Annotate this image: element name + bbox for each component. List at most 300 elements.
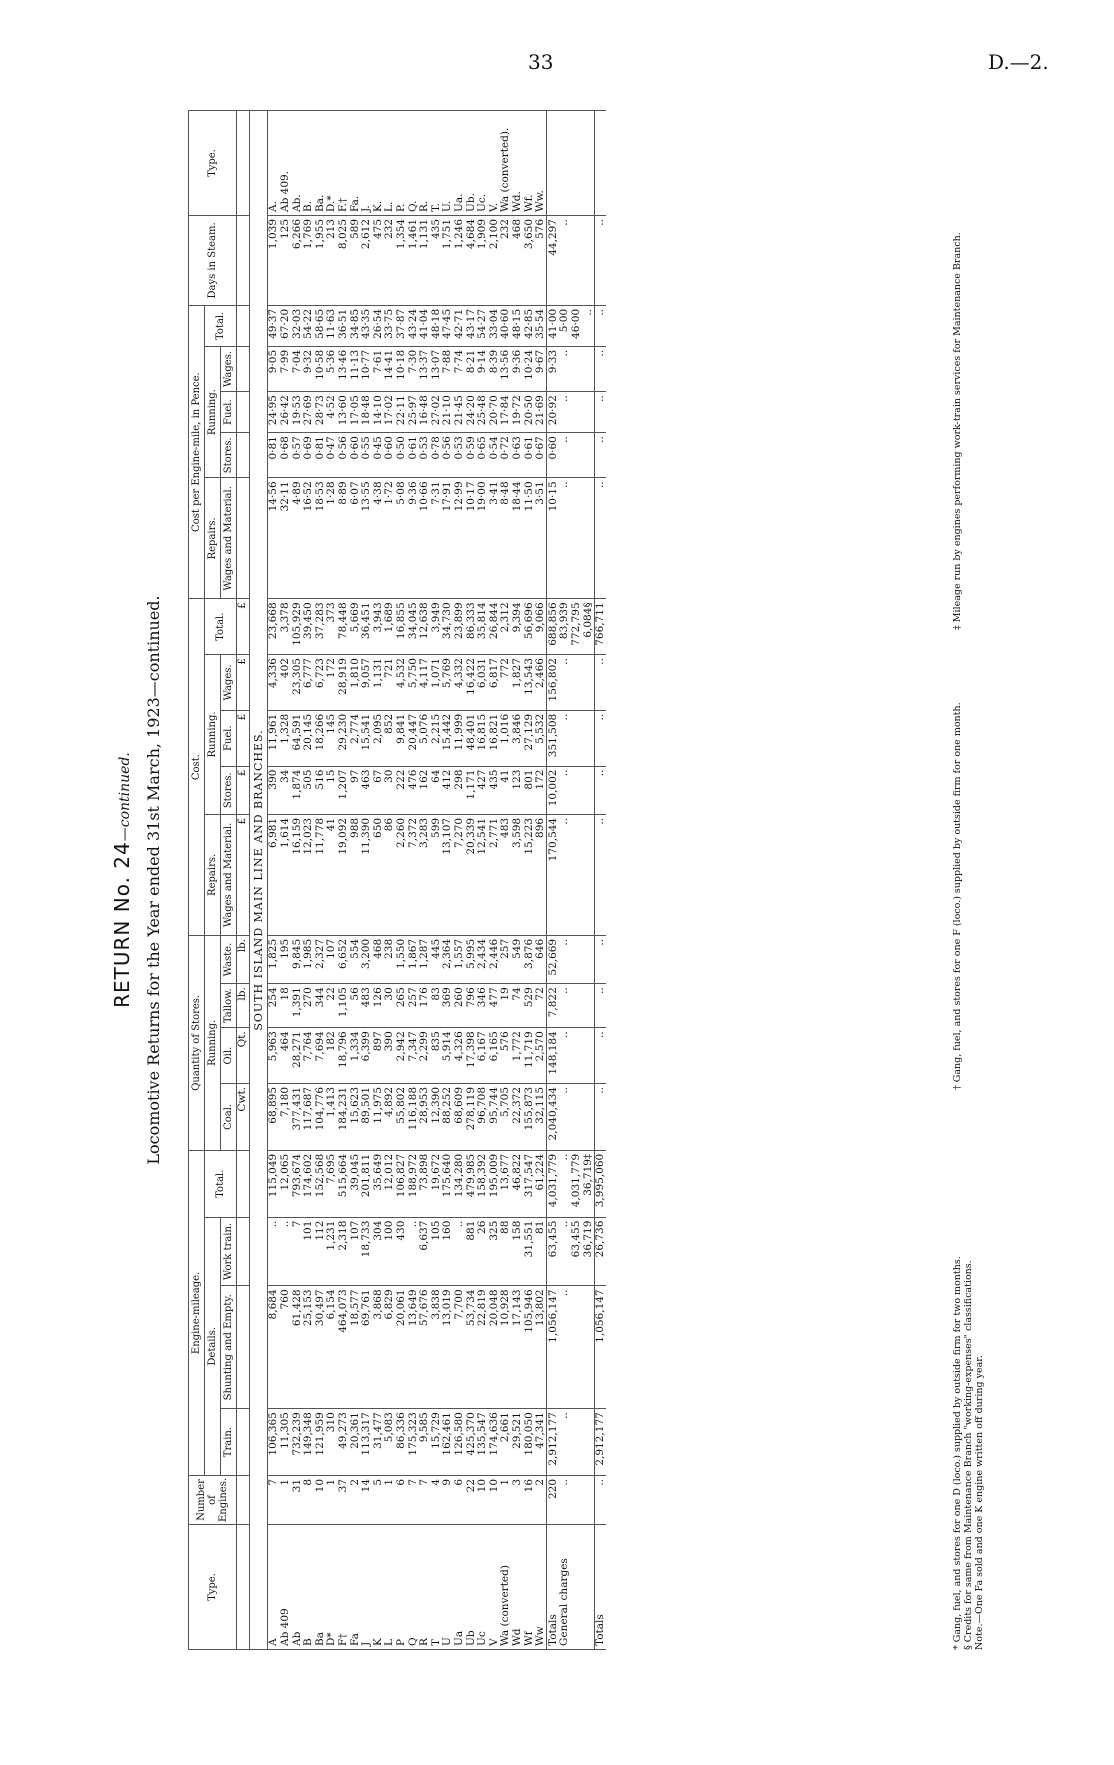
header-cpm-wages-material: Wages and Material. (221, 478, 237, 599)
table-cell: 13·55 (361, 478, 373, 599)
table-cell: 14 (361, 1475, 373, 1524)
table-cell: 35,814 (477, 599, 489, 655)
table-cell: 17,398 (465, 1028, 477, 1084)
table-row (465, 111, 477, 1650)
totals-row (559, 111, 571, 1650)
table-cell: A. (268, 111, 280, 216)
table-cell: .. (280, 1217, 292, 1286)
table-cell: 1,689 (384, 599, 396, 655)
header-type-right: Type. (189, 111, 237, 216)
totals-cell (582, 433, 594, 478)
table-cell: 430 (396, 1217, 408, 1286)
table-cell: 32·03 (291, 305, 303, 346)
table-cell: 4,684 (465, 216, 477, 306)
totals-cell: 6,084§ (582, 599, 594, 655)
table-cell: 13,107 (442, 814, 454, 935)
table-cell: B (303, 1525, 315, 1650)
table-cell: 464 (280, 1028, 292, 1084)
table-cell: 20·70 (488, 392, 500, 433)
section-title: SOUTH ISLAND MAIN LINE AND BRANCHES. (249, 111, 268, 1650)
table-cell: 238 (384, 935, 396, 983)
table-cell: 4 (431, 1475, 443, 1524)
table-cell: Uc. (477, 111, 489, 216)
table-cell: 69,761 (361, 1286, 373, 1409)
table-row (442, 111, 454, 1650)
totals-cell: .. (594, 1028, 606, 1084)
table-cell: 9·14 (477, 346, 489, 391)
table-cell: 0·63 (512, 433, 524, 478)
table-cell: U. (442, 111, 454, 216)
table-cell: 28·73 (315, 392, 327, 433)
table-cell: 6,637 (419, 1217, 431, 1286)
table-cell: 28,953 (419, 1083, 431, 1150)
table-cell: 12,390 (431, 1083, 443, 1150)
table-cell: 11,961 (268, 710, 280, 766)
table-cell: 182 (326, 1028, 338, 1084)
table-cell: J. (361, 111, 373, 216)
table-cell: 1,105 (338, 984, 350, 1028)
return-title-main: RETURN No. 24 (110, 841, 134, 1008)
totals-cell (571, 216, 583, 306)
table-cell: 27,129 (523, 710, 535, 766)
table-cell: 149,348 (303, 1409, 315, 1476)
table-cell: 97 (349, 766, 361, 814)
table-cell: 25·48 (477, 392, 489, 433)
table-cell: Wd (512, 1525, 524, 1650)
table-row (407, 111, 419, 1650)
totals-cell (582, 216, 594, 306)
table-cell: 8,025 (338, 216, 350, 306)
table-cell: 0·72 (500, 433, 512, 478)
table-cell: 646 (535, 935, 547, 983)
header-mileage-total: Total. (205, 1150, 237, 1217)
table-cell: 32·11 (280, 478, 292, 599)
table-cell: 23,305 (291, 655, 303, 711)
table-cell: 113,317 (361, 1409, 373, 1476)
table-row (268, 111, 280, 1650)
table-cell: 13·07 (431, 346, 443, 391)
totals-cell: .. (594, 305, 606, 346)
table-cell: Ba. (315, 111, 327, 216)
table-cell: 35,649 (373, 1150, 385, 1217)
header-cost-fuel: Fuel. (221, 710, 237, 766)
table-cell: 7 (291, 1217, 303, 1286)
header-cpm-repairs: Repairs. (205, 478, 221, 599)
table-cell: 13·60 (338, 392, 350, 433)
table-cell: 24·20 (465, 392, 477, 433)
header-train: Train. (221, 1409, 237, 1476)
table-cell: 9·05 (268, 346, 280, 391)
table-cell: 257 (500, 935, 512, 983)
table-cell: 37·87 (396, 305, 408, 346)
totals-cell: .. (559, 1028, 571, 1084)
table-cell: 3 (512, 1475, 524, 1524)
table-cell: 112 (315, 1217, 327, 1286)
totals-cell: 52,669 (547, 935, 559, 983)
table-cell: 19·72 (512, 392, 524, 433)
table-cell: 17·05 (349, 392, 361, 433)
table-cell: 7,180 (280, 1083, 292, 1150)
table-cell: 27·69 (303, 392, 315, 433)
table-cell: 40·60 (500, 305, 512, 346)
totals-cell: .. (594, 935, 606, 983)
table-cell: 2,446 (488, 935, 500, 983)
unit-cell (237, 111, 250, 216)
table-cell: 34,045 (407, 599, 419, 655)
totals-cell: .. (594, 433, 606, 478)
table-cell: 15 (326, 766, 338, 814)
table-cell: 61,224 (535, 1150, 547, 1217)
table-cell: 29,230 (338, 710, 350, 766)
table-cell: 2,434 (477, 935, 489, 983)
table-cell: 47,341 (535, 1409, 547, 1476)
totals-cell (582, 1083, 594, 1150)
table-cell: 1,769 (303, 216, 315, 306)
table-cell: 12·99 (454, 478, 466, 599)
header-cost-total: Total. (205, 599, 237, 655)
table-cell: 10 (488, 1475, 500, 1524)
table-cell: 20,339 (465, 814, 477, 935)
table-cell: 23,899 (454, 599, 466, 655)
table-cell: Wa (converted) (500, 1525, 512, 1650)
totals-cell (571, 1028, 583, 1084)
table-cell: 24·95 (268, 392, 280, 433)
totals-cell: 63,455 (571, 1217, 583, 1286)
table-cell: 176 (419, 984, 431, 1028)
totals-cell: .. (559, 1083, 571, 1150)
totals-cell: 0·60 (547, 433, 559, 478)
totals-cell: 156,802 (547, 655, 559, 711)
table-cell: 4,336 (268, 655, 280, 711)
table-cell: Wf (523, 1525, 535, 1650)
table-cell: 232 (384, 216, 396, 306)
totals-cell: 2,912,177 (547, 1409, 559, 1476)
header-stores-running: Running. (205, 935, 221, 1150)
table-cell: 8,684 (268, 1286, 280, 1409)
table-cell: 104,776 (315, 1083, 327, 1150)
table-cell: L. (384, 111, 396, 216)
table-cell: 162 (419, 766, 431, 814)
totals-cell (571, 433, 583, 478)
table-cell: 115,049 (268, 1150, 280, 1217)
unit-cell (237, 392, 250, 433)
table-cell: 7,695 (326, 1150, 338, 1217)
table-cell: 41 (326, 814, 338, 935)
unit-cell: £ (237, 766, 250, 814)
table-cell: 125 (280, 216, 292, 306)
table-cell: 4·38 (373, 478, 385, 599)
table-cell: 1,985 (303, 935, 315, 983)
table-cell: 15,541 (361, 710, 373, 766)
table-cell: 6,154 (326, 1286, 338, 1409)
totals-cell (571, 1409, 583, 1476)
totals-cell: .. (559, 766, 571, 814)
totals-cell: 220 (547, 1475, 559, 1524)
table-cell: Ww. (535, 111, 547, 216)
table-cell: 1 (500, 1475, 512, 1524)
table-cell: 16,855 (396, 599, 408, 655)
totals-cell (582, 478, 594, 599)
unit-cell (237, 216, 250, 306)
totals-cell: 83,939 (559, 599, 571, 655)
table-cell: 17·02 (384, 392, 396, 433)
table-cell: 10·66 (419, 478, 431, 599)
table-cell: U (442, 1525, 454, 1650)
unit-cell: £ (237, 814, 250, 935)
table-cell: 3,283 (419, 814, 431, 935)
totals-cell (571, 111, 583, 216)
table-cell: 107 (326, 935, 338, 983)
unit-cell (237, 1475, 250, 1524)
table-cell: 47·45 (442, 305, 454, 346)
table-cell: 13,649 (407, 1286, 419, 1409)
table-cell: 21·45 (454, 392, 466, 433)
totals-cell: 26,736 (594, 1217, 606, 1286)
header-cost-wages-material: Wages and Material. (221, 814, 237, 935)
table-cell: 134,280 (454, 1150, 466, 1217)
table-cell: Wa (converted). (500, 111, 512, 216)
totals-cell: Totals (594, 1525, 606, 1650)
table-cell: 73,898 (419, 1150, 431, 1217)
table-cell: 1 (280, 1475, 292, 1524)
table-cell: 5 (373, 1475, 385, 1524)
table-cell: 988 (349, 814, 361, 935)
table-cell: 20,145 (303, 710, 315, 766)
table-cell: 7·31 (431, 478, 443, 599)
table-cell: 175,323 (407, 1409, 419, 1476)
totals-cell: .. (559, 392, 571, 433)
table-cell: 46,822 (512, 1150, 524, 1217)
totals-cell: Totals (547, 1525, 559, 1650)
table-cell: 15,223 (523, 814, 535, 935)
table-cell: 3·51 (535, 478, 547, 599)
table-cell: 3,200 (361, 935, 373, 983)
table-cell: 1,334 (349, 1028, 361, 1084)
table-cell: 15,442 (442, 710, 454, 766)
table-cell: 31 (291, 1475, 303, 1524)
table-cell: 26·42 (280, 392, 292, 433)
table-cell: 86 (384, 814, 396, 935)
table-cell: 9·36 (407, 478, 419, 599)
totals-cell (582, 766, 594, 814)
table-cell: 7·88 (442, 346, 454, 391)
table-cell: 463 (361, 766, 373, 814)
unit-cell (237, 305, 250, 346)
table-cell: 135,547 (477, 1409, 489, 1476)
table-cell: 43·17 (465, 305, 477, 346)
totals-cell: .. (594, 392, 606, 433)
table-row (454, 111, 466, 1650)
table-cell: 26·54 (373, 305, 385, 346)
table-cell: 344 (315, 984, 327, 1028)
table-cell: 105,946 (523, 1286, 535, 1409)
table-cell: 0·56 (338, 433, 350, 478)
totals-cell: 41·00 (547, 305, 559, 346)
totals-cell: 20·92 (547, 392, 559, 433)
table-cell: 64,591 (291, 710, 303, 766)
table-cell: 1,131 (373, 655, 385, 711)
table-cell: Q. (407, 111, 419, 216)
table-cell: 158,392 (477, 1150, 489, 1217)
table-cell: .. (454, 1217, 466, 1286)
table-cell: 195 (280, 935, 292, 983)
table-cell: 0·67 (535, 433, 547, 478)
totals-cell (582, 655, 594, 711)
header-type: Type. (189, 1525, 237, 1650)
table-cell: 599 (431, 814, 443, 935)
table-cell: 1,354 (396, 216, 408, 306)
footnotes (952, 110, 985, 1650)
table-cell: 369 (442, 984, 454, 1028)
table-cell: 67·20 (280, 305, 292, 346)
table-cell: 3,650 (523, 216, 535, 306)
table-cell: 6,165 (488, 1028, 500, 1084)
table-cell: 48·18 (431, 305, 443, 346)
table-cell: 12,638 (419, 599, 431, 655)
totals-cell: 9·33 (547, 346, 559, 391)
table-cell: 11,778 (315, 814, 327, 935)
table-cell: 2,327 (315, 935, 327, 983)
table-cell: 2,312 (500, 599, 512, 655)
table-cell: 11,390 (361, 814, 373, 935)
table-cell: 30,497 (315, 1286, 327, 1409)
table-cell: 529 (523, 984, 535, 1028)
table-cell: R. (419, 111, 431, 216)
table-cell: 7,347 (407, 1028, 419, 1084)
table-cell: 7,764 (303, 1028, 315, 1084)
table-cell: 881 (465, 1217, 477, 1286)
table-cell: 6 (454, 1475, 466, 1524)
totals-cell (571, 1475, 583, 1524)
unit-cell: Qt. (237, 1028, 250, 1084)
table-cell: 22 (465, 1475, 477, 1524)
table-cell: P (396, 1525, 408, 1650)
table-cell: 22·11 (396, 392, 408, 433)
header-cost-per-engine-mile: Cost per Engine-mile, in Pence. (189, 305, 205, 598)
table-cell: 1,207 (338, 766, 350, 814)
table-cell: 28,919 (338, 655, 350, 711)
table-cell: 304 (373, 1217, 385, 1286)
table-cell: 852 (384, 710, 396, 766)
table-cell: 0·59 (465, 433, 477, 478)
totals-cell (571, 346, 583, 391)
table-cell: 12,541 (477, 814, 489, 935)
table-cell: 19,672 (431, 1150, 443, 1217)
table-cell: 1,016 (500, 710, 512, 766)
table-cell: 180,050 (523, 1409, 535, 1476)
totals-cell: .. (559, 433, 571, 478)
table-cell: 13·56 (500, 346, 512, 391)
table-cell: 5,914 (442, 1028, 454, 1084)
table-cell: 22 (326, 984, 338, 1028)
table-cell: 0·69 (303, 433, 315, 478)
table-cell: 1,614 (280, 814, 292, 935)
table-cell: 468 (512, 216, 524, 306)
unit-cell (237, 478, 250, 599)
table-cell: 896 (535, 814, 547, 935)
table-cell: 126 (373, 984, 385, 1028)
totals-cell: 36,719‡ (582, 1150, 594, 1217)
totals-cell: 10·15 (547, 478, 559, 599)
table-cell: 412 (442, 766, 454, 814)
table-row (419, 111, 431, 1650)
totals-cell: .. (559, 216, 571, 306)
table-cell: A (268, 1525, 280, 1650)
table-cell: Wf. (523, 111, 535, 216)
table-cell: 2,100 (488, 216, 500, 306)
table-cell: 793,674 (291, 1150, 303, 1217)
table-cell: 265 (396, 984, 408, 1028)
totals-cell: 10,002 (547, 766, 559, 814)
totals-cell (571, 935, 583, 983)
totals-cell (547, 111, 559, 216)
table-cell: 3,846 (512, 710, 524, 766)
table-cell: 2,771 (488, 814, 500, 935)
table-cell: 0·45 (373, 433, 385, 478)
header-quantity-of-stores: Quantity of Stores. (189, 935, 205, 1150)
totals-cell: .. (594, 655, 606, 711)
totals-cell: 5·00 (559, 305, 571, 346)
table-cell: 13,543 (523, 655, 535, 711)
table-cell: 796 (465, 984, 477, 1028)
totals-cell: 148,184 (547, 1028, 559, 1084)
return-title (110, 110, 134, 1650)
totals-row (594, 111, 606, 1650)
table-cell: V. (488, 111, 500, 216)
table-cell: 373 (326, 599, 338, 655)
table-cell: 9,066 (535, 599, 547, 655)
table-cell: Ua (454, 1525, 466, 1650)
footnote-credits: § Credits for same from Maintenance Branch "working-expenses" classifications. (963, 1260, 974, 1650)
table-cell: 8·21 (465, 346, 477, 391)
table-row (535, 111, 547, 1650)
table-cell: 12,012 (384, 1150, 396, 1217)
totals-cell: 2,040,434 (547, 1083, 559, 1150)
table-cell: 184,231 (338, 1083, 350, 1150)
table-cell: 4·52 (326, 392, 338, 433)
totals-cell: 7,822 (547, 984, 559, 1028)
unit-cell (237, 1286, 250, 1409)
table-cell: 18,266 (315, 710, 327, 766)
table-cell: 117,687 (303, 1083, 315, 1150)
table-cell: 48,401 (465, 710, 477, 766)
table-cell: 101 (303, 1217, 315, 1286)
table-cell: 86,336 (396, 1409, 408, 1476)
table-cell: 2,318 (338, 1217, 350, 1286)
table-cell: D.* (326, 111, 338, 216)
table-cell: 16·48 (419, 392, 431, 433)
totals-cell (571, 710, 583, 766)
table-cell: 1,246 (454, 216, 466, 306)
table-cell: 3,378 (280, 599, 292, 655)
table-cell: 464,073 (338, 1286, 350, 1409)
header-cost: Cost. (189, 599, 205, 936)
table-cell: 12,065 (280, 1150, 292, 1217)
header-tallow: Tallow. (221, 984, 237, 1028)
table-cell: Ab (291, 1525, 303, 1650)
table-cell: 1,039 (268, 216, 280, 306)
table-cell: 270 (303, 984, 315, 1028)
table-cell: 317,547 (523, 1150, 535, 1217)
table-cell: 549 (512, 935, 524, 983)
table-cell: 1,874 (291, 766, 303, 814)
table-cell: 155,873 (523, 1083, 535, 1150)
table-cell: 37,283 (315, 599, 327, 655)
table-cell: 61,428 (291, 1286, 303, 1409)
table-cell: 1,955 (315, 216, 327, 306)
table-cell: 100 (384, 1217, 396, 1286)
totals-cell: .. (594, 216, 606, 306)
